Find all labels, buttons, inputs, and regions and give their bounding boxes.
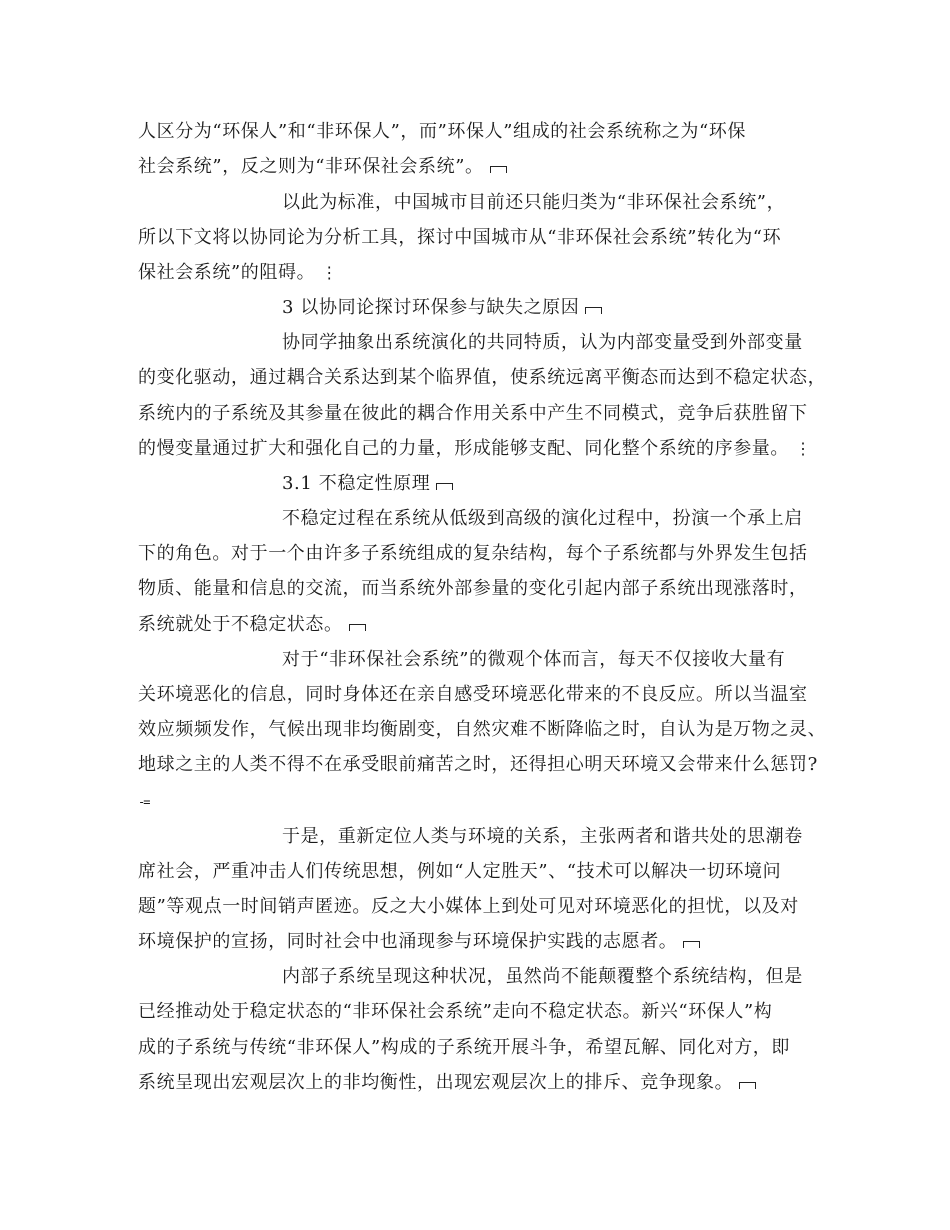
text-line: 关环境恶化的信息，同时身体还在亲自感受环境恶化带来的不良反应。所以当温室 [138, 684, 808, 705]
paragraph-mark-icon [683, 941, 700, 948]
text-line: 对于“非环保社会系统”的微观个体而言，每天不仅接收大量有 [282, 649, 786, 670]
text-line: 系统内的子系统及其参量在彼此的耦合作用关系中产生不同模式，竞争后获胜留下 [138, 403, 808, 424]
text-line: 人区分为“环保人”和“非环保人”，而”环保人”组成的社会系统称之为“环保 [138, 121, 747, 142]
text-line: 环境保护的宣扬，同时社会中也涌现参与环境保护实践的志愿者。 [138, 931, 700, 953]
text-line: 所以下文将以协同论为分析工具，探讨中国城市从“非环保社会系统”转化为“环 [138, 227, 782, 248]
text-line: 内部子系统呈现这种状况，虽然尚不能颠覆整个系统结构，但是 [282, 966, 803, 987]
text-line: 协同学抽象出系统演化的共同特质，认为内部变量受到外部变量 [282, 332, 803, 353]
paragraph-end-mark: -= [138, 795, 149, 809]
text-line: 地球之主的人类不得不在承受眼前痛苦之时，还得担心明天环境又会带来什么惩罚? [138, 754, 818, 775]
text-line: 于是，重新定位人类与环境的关系，主张两者和谐共处的思潮卷 [282, 826, 803, 847]
text-line: 系统就处于不稳定状态。 [138, 614, 366, 636]
paragraph-mark-icon [490, 166, 507, 173]
text-line: 的变化驱动，通过耦合关系达到某个临界值，使系统远离平衡态而达到不稳定状态， [138, 367, 827, 388]
text-line: 成的子系统与传统“非环保人”构成的子系统开展斗争，希望瓦解、同化对方，即 [138, 1037, 791, 1058]
text-line: 效应频频发作，气候出现非均衡剧变，自然灾难不断降临之时，自认为是万物之灵、 [138, 719, 827, 740]
text-line: 题”等观点一时间销声匿迹。反之大小媒体上到处可见对环境恶化的担忧，以及对 [138, 896, 799, 917]
text-line: 物质、能量和信息的交流，而当系统外部参量的变化引起内部子系统出现涨落时， [138, 578, 808, 599]
text-line: 保社会系统”的阻碍。 ⋮ [138, 262, 338, 283]
text-line: 已经推动处于稳定状态的“非环保社会系统”走向不稳定状态。新兴“环保人”构 [138, 1001, 773, 1022]
text-line: 席社会，严重冲击人们传统思想，例如“人定胜天”、“技术可以解决一切环境问 [138, 861, 782, 882]
text-line: 社会系统”，反之则为“非环保社会系统”。 [138, 156, 507, 178]
text-line: 系统呈现出宏观层次上的非均衡性，出现宏观层次上的排斥、竞争现象。 [138, 1072, 756, 1094]
text-line: 以此为标准，中国城市目前还只能归类为“非环保社会系统”， [282, 192, 786, 213]
paragraph-mark-icon [585, 307, 602, 314]
subsection-heading: 3.1 不稳定性原理 [282, 473, 453, 495]
text-line: 的慢变量通过扩大和强化自己的力量，形成能够支配、同化整个系统的序参量。 ⋮ [138, 438, 812, 459]
paragraph-end-mark: ⋮ [795, 439, 812, 458]
text-line: 不稳定过程在系统从低级到高级的演化过程中，扮演一个承上启 [282, 508, 803, 529]
paragraph-mark-icon [436, 483, 453, 490]
paragraph-mark-icon [349, 624, 366, 631]
section-heading: 3 以协同论探讨环保参与缺失之原因 [282, 297, 602, 319]
paragraph-mark-icon [739, 1082, 756, 1089]
text-line: 下的角色。对于一个由许多子系统组成的复杂结构，每个子系统都与外界发生包括 [138, 543, 808, 564]
paragraph-end-mark: ⋮ [321, 263, 338, 282]
